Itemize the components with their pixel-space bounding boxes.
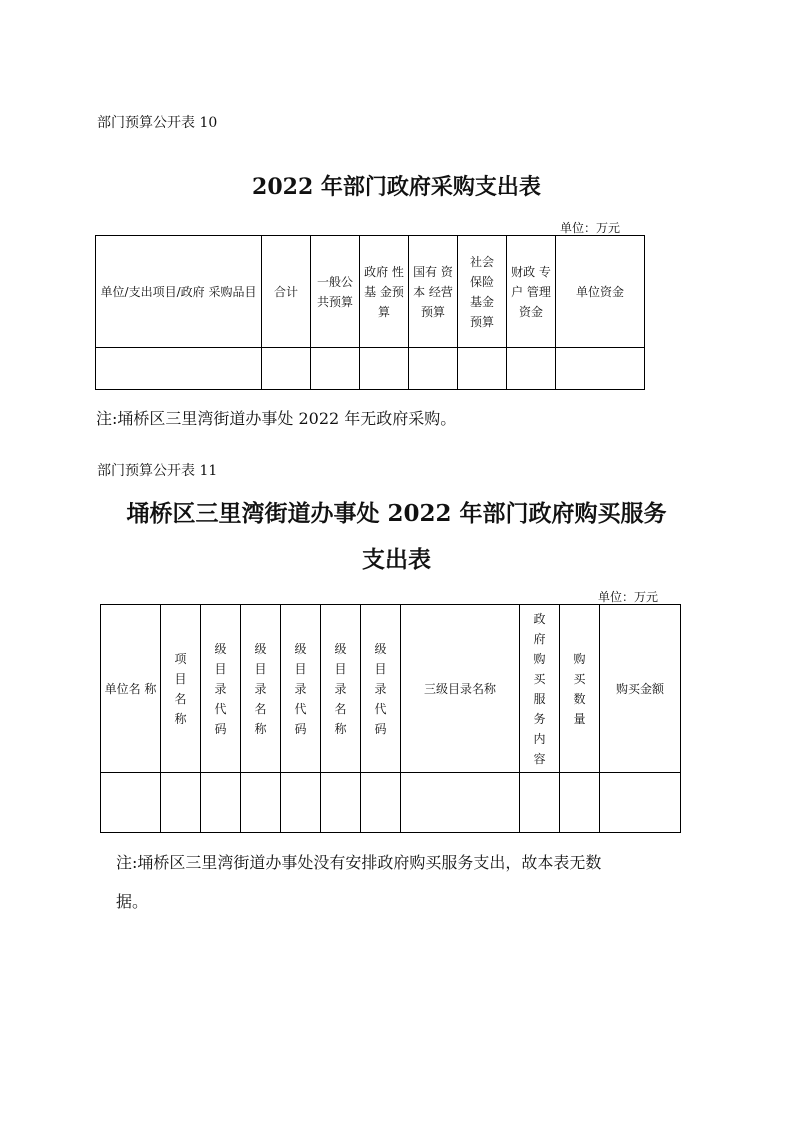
header-social-insurance-budget: 社会保险基金预算 — [458, 236, 507, 348]
header-level1-name: 级目录名称 — [241, 605, 281, 773]
service-header-row — [101, 605, 681, 773]
service-empty-row — [101, 773, 681, 833]
header-purchase-quantity: 购买数量 — [560, 605, 600, 773]
header-unit-name: 单位名 称 — [101, 605, 161, 773]
header-project-name: 项目名称 — [161, 605, 201, 773]
header-level2-name: 级目录名称 — [321, 605, 361, 773]
header-general-budget: 一般公共预算 — [311, 236, 360, 348]
table-10-label: 部门预算公开表 10 — [97, 115, 218, 131]
table-11-note-line1: 注:埇桥区三里湾街道办事处没有安排政府购买服务支出，故本表无数 — [116, 853, 602, 872]
header-total: 合计 — [262, 236, 311, 348]
header-service-content: 政府购买服务内容 — [520, 605, 560, 773]
header-level2-code: 级目录代码 — [281, 605, 321, 773]
procurement-table — [95, 235, 645, 390]
table-11-unit: 单位：万元 — [598, 590, 659, 604]
table-11-note-line2: 据。 — [116, 892, 149, 911]
header-level3-code: 级目录代码 — [361, 605, 401, 773]
header-level1-code: 级目录代码 — [201, 605, 241, 773]
service-purchase-table — [100, 604, 681, 833]
table-10-title: 2022 年部门政府采购支出表 — [252, 174, 541, 200]
header-purchase-amount: 购买金额 — [600, 605, 681, 773]
table-11-label: 部门预算公开表 11 — [97, 463, 218, 479]
header-unit-funds: 单位资金 — [556, 236, 645, 348]
header-state-capital-budget: 国有 资本 经营预算 — [409, 236, 458, 348]
table-10-unit: 单位：万元 — [560, 221, 621, 235]
header-level3-name: 三级目录名称 — [401, 605, 520, 773]
header-unit-item: 单位/支出项目/政府 采购品目 — [96, 236, 262, 348]
header-fiscal-account-funds: 财政 专户 管理资金 — [507, 236, 556, 348]
procurement-header-row — [96, 236, 645, 348]
table-11-title-line2: 支出表 — [362, 546, 431, 573]
header-gov-fund-budget: 政府 性基 金预算 — [360, 236, 409, 348]
table-10-note: 注:埇桥区三里湾街道办事处 2022 年无政府采购。 — [96, 409, 457, 428]
procurement-empty-row — [96, 348, 645, 390]
table-11-title-line1: 埇桥区三里湾街道办事处 2022 年部门政府购买服务 — [126, 500, 667, 527]
